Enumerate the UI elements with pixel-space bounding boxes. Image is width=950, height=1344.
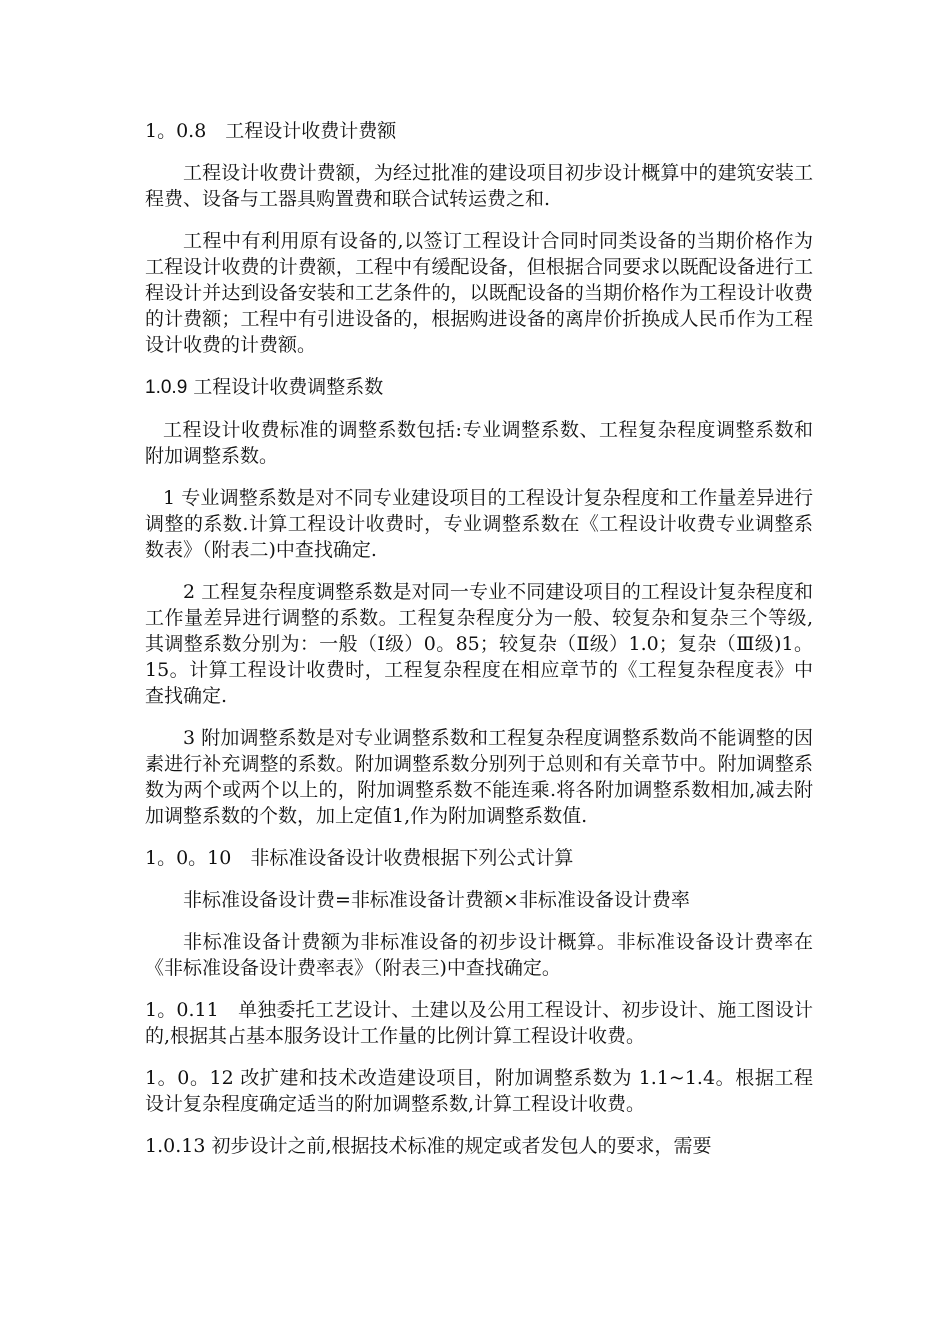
section-heading-1-0-9: 1.0.9 工程设计收费调整系数 — [145, 376, 384, 398]
document-page — [145, 118, 813, 1175]
paragraph-complexity-coefficient: 2 工程复杂程度调整系数是对同一专业不同建设项目的工程设计复杂程度和工作量差异进行调整的系数。工程复杂程度分为一般、较复杂和复杂三个等级,其调整系数分别为：一般（Ⅰ级）0。85；较复杂（Ⅱ级）1.0；复杂（Ⅲ级)1。15。计算工程设计收费时，工程复杂程度在相应章节的《工程复杂程度表》中查找确定. — [145, 581, 813, 707]
paragraph-nonstandard-equipment: 非标准设备计费额为非标准设备的初步设计概算。非标准设备设计费率在《非标准设备设计费率表》（附表三)中查找确定。 — [145, 931, 813, 979]
section-heading-1-0-10: 1。0。10 非标准设备设计收费根据下列公式计算 — [145, 847, 574, 869]
paragraph-existing-equipment: 工程中有利用原有设备的,以签订工程设计合同时同类设备的当期价格作为工程设计收费的计费额，工程中有缓配设备，但根据合同要求以既配设备进行工程设计并达到设备安装和工艺条件的，以既配设备的当期价格作为工程设计收费的计费额；工程中有引进设备的，根据购进设备的离岸价折换成人民币作为工程设计收费的计费额。 — [145, 230, 813, 356]
section-heading-1-0-13: 1.0.13 初步设计之前,根据技术标准的规定或者发包人的要求，需要 — [145, 1135, 712, 1157]
section-heading-1-0-12: 1。0。12 改扩建和技术改造建设项目，附加调整系数为 1.1~1.4。根据工程设计复杂程度确定适当的附加调整系数,计算工程设计收费。 — [145, 1067, 813, 1115]
paragraph-adjustment-coefficients: 工程设计收费标准的调整系数包括:专业调整系数、工程复杂程度调整系数和附加调整系数。 — [145, 419, 813, 467]
section-number: 1.0.9 — [145, 377, 188, 398]
paragraph-additional-coefficient: 3 附加调整系数是对专业调整系数和工程复杂程度调整系数尚不能调整的因素进行补充调整的系数。附加调整系数分别列于总则和有关章节中。附加调整系数为两个或两个以上的，附加调整系数不能连乘.将各附加调整系数相加,减去附加调整系数的个数，加上定值1,作为附加调整系数值. — [145, 727, 813, 827]
paragraph-professional-coefficient: 1 专业调整系数是对不同专业建设项目的工程设计复杂程度和工作量差异进行调整的系数.计算工程设计收费时，专业调整系数在《工程设计收费专业调整系数表》（附表二)中查找确定. — [145, 487, 813, 561]
section-heading-1-0-11: 1。0.11 单独委托工艺设计、土建以及公用工程设计、初步设计、施工图设计的,根据其占基本服务设计工作量的比例计算工程设计收费。 — [145, 999, 813, 1047]
formula-nonstandard-equipment-fee: 非标准设备设计费=非标准设备计费额×非标准设备设计费率 — [183, 889, 690, 911]
paragraph-billing-amount-definition: 工程设计收费计费额，为经过批准的建设项目初步设计概算中的建筑安装工程费、设备与工器具购置费和联合试转运费之和. — [145, 162, 813, 210]
section-heading-1-0-8: 1。0.8 工程设计收费计费额 — [145, 120, 397, 142]
